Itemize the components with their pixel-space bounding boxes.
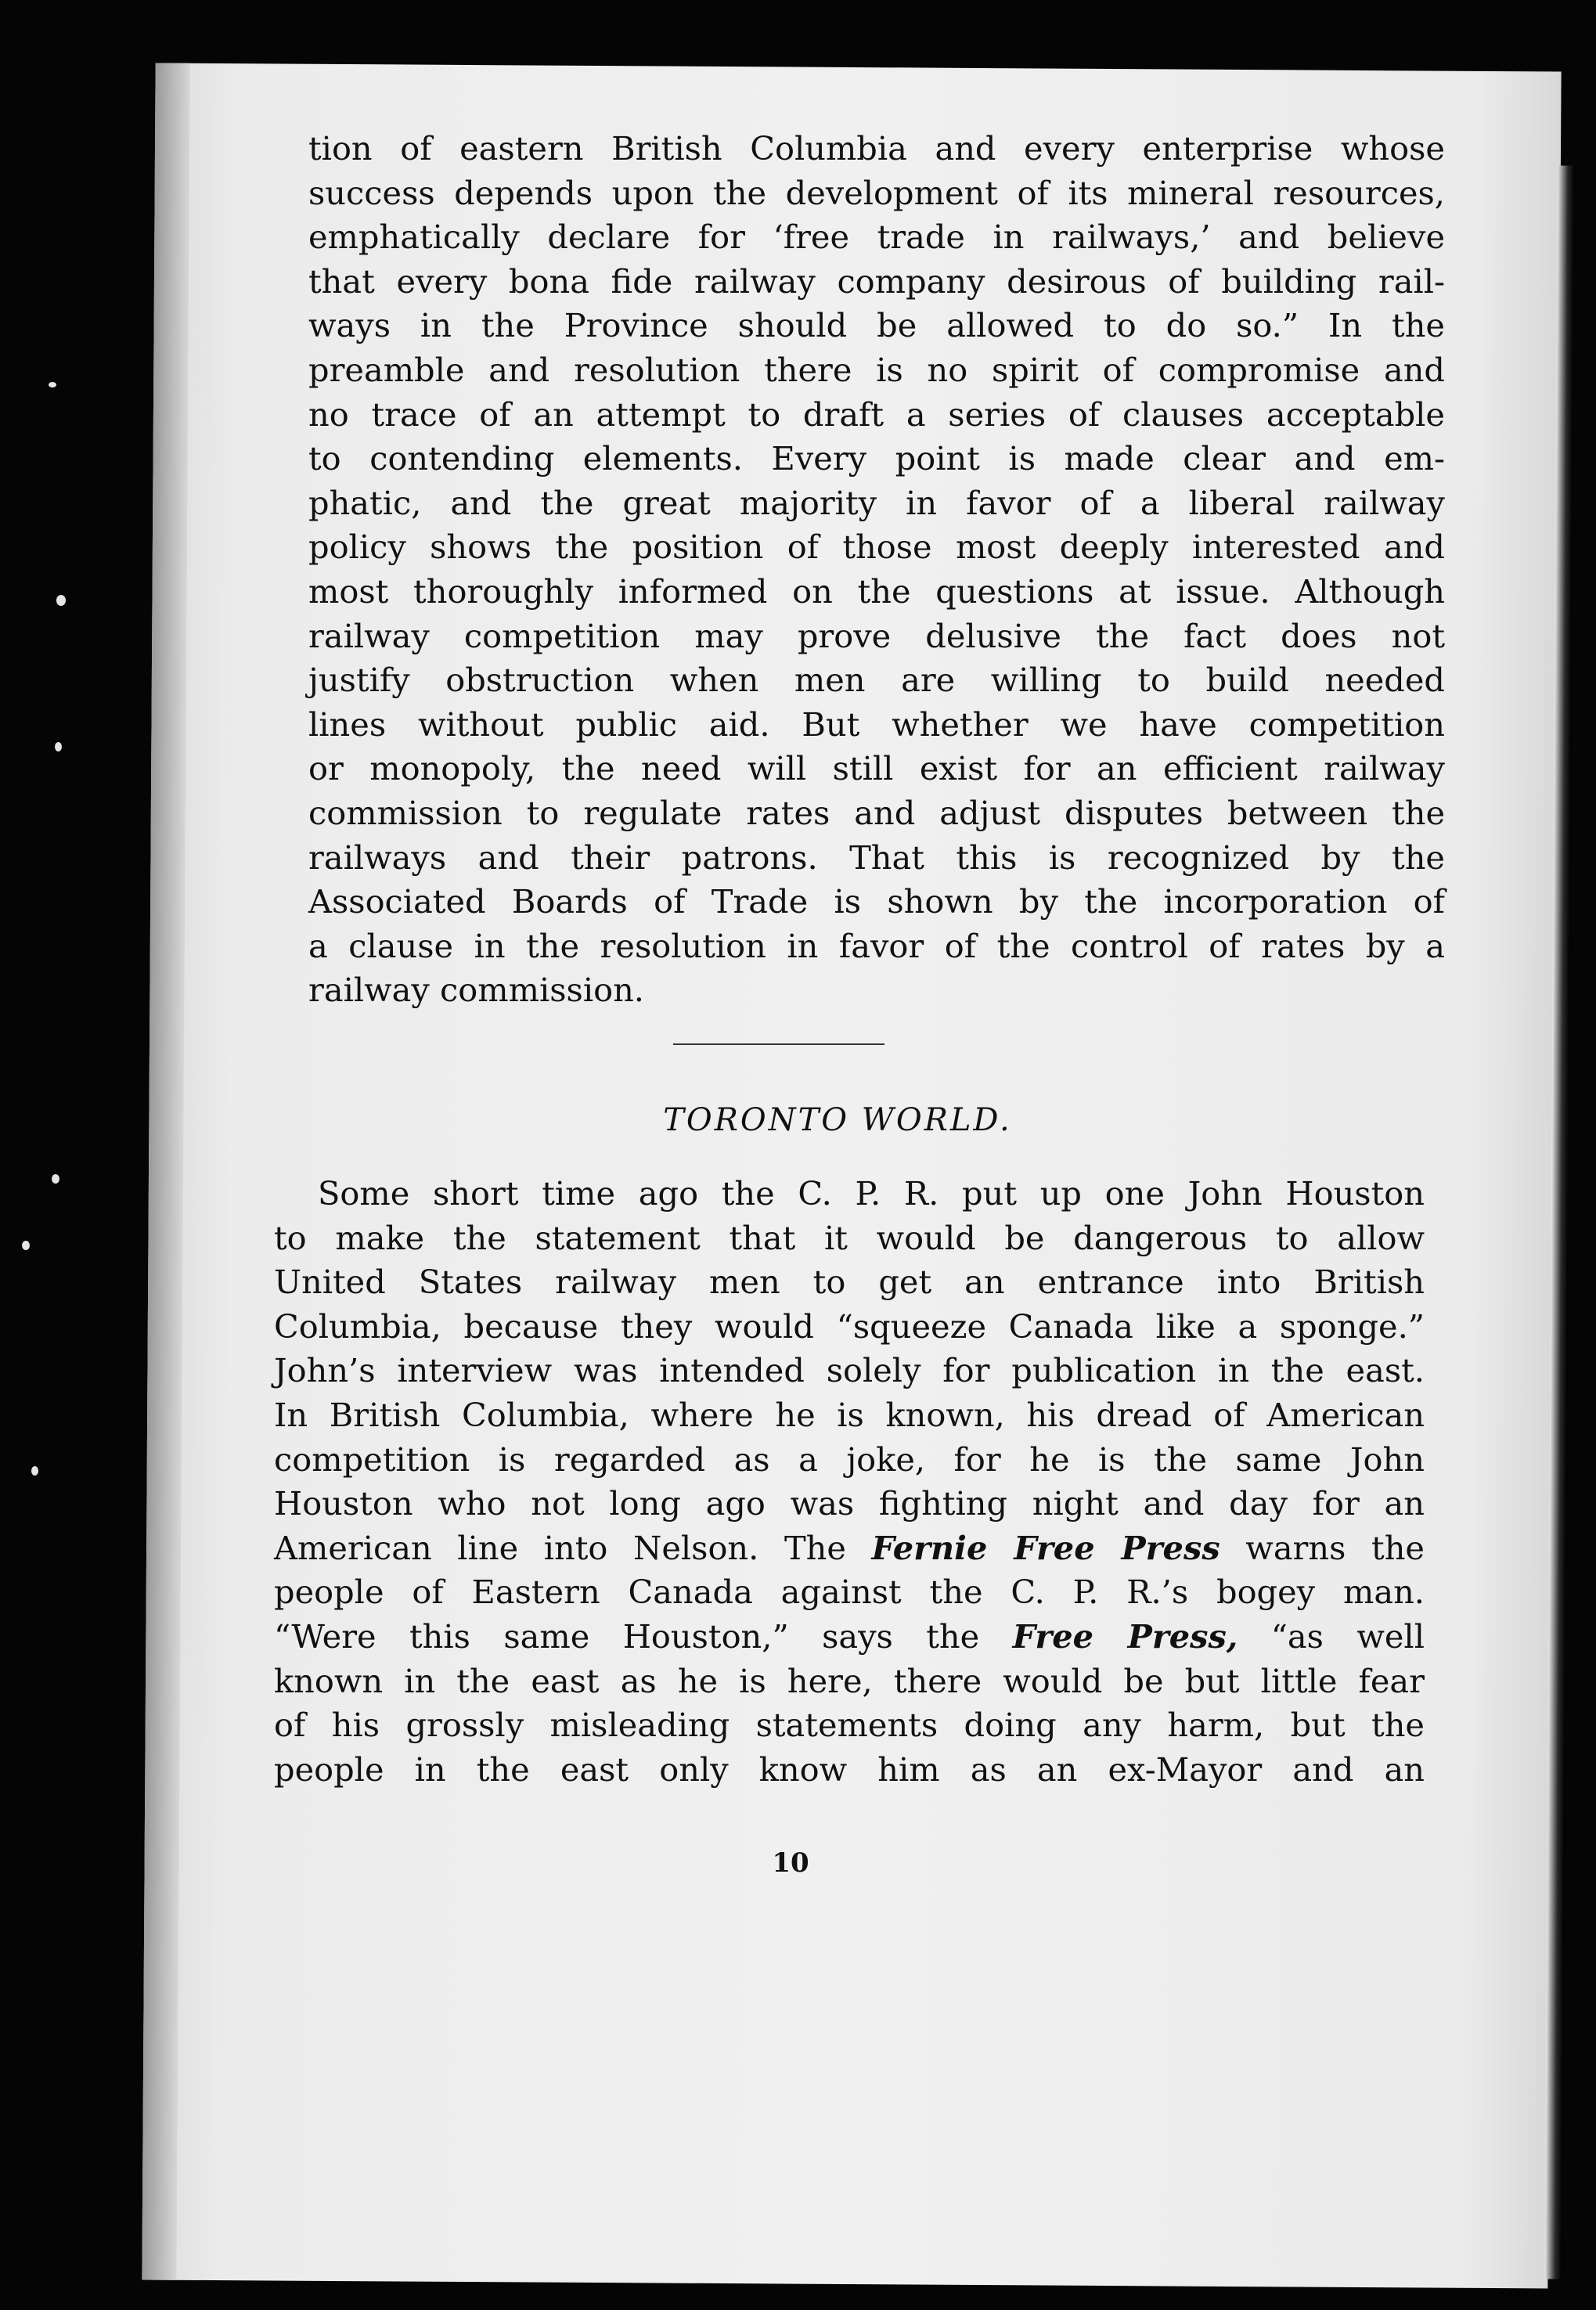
scan-speck: [56, 595, 66, 606]
line: phatic, and the great majority in favor of a liberal railway: [308, 483, 1445, 522]
line: no trace of an attempt to draft a series of clauses acceptable: [308, 395, 1445, 434]
page-number: 10: [772, 1847, 809, 1879]
text-run: “Were this same Houston,” says the: [274, 1616, 980, 1656]
line: Some short time ago the C. P. R. put up one John Houston: [318, 1174, 1425, 1213]
text-run: American line into Nelson. The: [274, 1528, 846, 1567]
page-right-edge-shadow: [1544, 165, 1574, 2279]
line: Associated Boards of Trade is shown by the incorporation of: [308, 882, 1445, 921]
scan-speck: [49, 382, 56, 387]
line: people in the east only know him as an ex-Mayor and an: [274, 1750, 1425, 1789]
line: lines without public aid. But whether we have competition: [308, 705, 1445, 744]
text-run: “as well: [1270, 1616, 1425, 1656]
text-run: warns the: [1245, 1528, 1425, 1567]
section-title: TORONTO WORLD.: [663, 1102, 1012, 1138]
line: [274, 1615, 1425, 1660]
line: that every bona fide railway company desirous of building rail-: [308, 261, 1445, 301]
line: In British Columbia, where he is known, his dread of American: [274, 1395, 1425, 1434]
line: a clause in the resolution in favor of the control of rates by a: [308, 926, 1445, 965]
line: or monopoly, the need will still exist for an efficient railway: [308, 749, 1445, 788]
line: United States railway men to get an entrance into British: [274, 1263, 1425, 1302]
line: competition is regarded as a joke, for he is the same John: [274, 1440, 1425, 1479]
scan-speck: [22, 1241, 30, 1250]
line: people of Eastern Canada against the C. P. R.’s bogey man.: [274, 1573, 1425, 1612]
line: commission to regulate rates and adjust disputes between the: [308, 793, 1445, 832]
scan-speck: [52, 1174, 59, 1184]
scan-speck: [55, 742, 62, 751]
line: John’s interview was intended solely for publication in the east.: [274, 1351, 1425, 1390]
line: railway commission.: [308, 971, 645, 1010]
line: railways and their patrons. That this is recognized by the: [308, 838, 1445, 877]
line: to make the statement that it would be dangerous to allow: [274, 1218, 1425, 1257]
line: emphatically declare for ‘free trade in railways,’ and believe: [308, 218, 1445, 257]
line: most thoroughly informed on the questions at issue. Although: [308, 571, 1445, 611]
line: to contending elements. Every point is made clear and em-: [308, 439, 1445, 478]
line: [274, 1526, 1425, 1571]
page-gutter-shadow: [142, 63, 189, 2280]
newspaper-name: Fernie Free Press: [871, 1528, 1220, 1567]
line: policy shows the position of those most deeply interested and: [308, 528, 1445, 567]
line: justify obstruction when men are willing to build needed: [308, 661, 1445, 700]
line: success depends upon the development of its mineral resources,: [308, 173, 1445, 212]
scan-speck: [31, 1466, 38, 1476]
line: known in the east as he is here, there would be but little fear: [274, 1661, 1425, 1700]
line: of his grossly misleading statements doing any harm, but the: [274, 1706, 1425, 1745]
line: preamble and resolution there is no spirit of compromise and: [308, 350, 1445, 389]
section-divider: [673, 1043, 884, 1045]
line: Columbia, because they would “squeeze Canada like a sponge.”: [274, 1306, 1425, 1346]
line: ways in the Province should be allowed to do so.” In the: [308, 306, 1445, 345]
article-paragraph: [274, 1172, 1425, 1792]
continued-paragraph: [308, 127, 1445, 1013]
newspaper-name: Free Press,: [1012, 1616, 1238, 1656]
line: Houston who not long ago was fighting night and day for an: [274, 1484, 1425, 1523]
line: tion of eastern British Columbia and every enterprise whose: [308, 129, 1445, 168]
line: railway competition may prove delusive the fact does not: [308, 616, 1445, 655]
